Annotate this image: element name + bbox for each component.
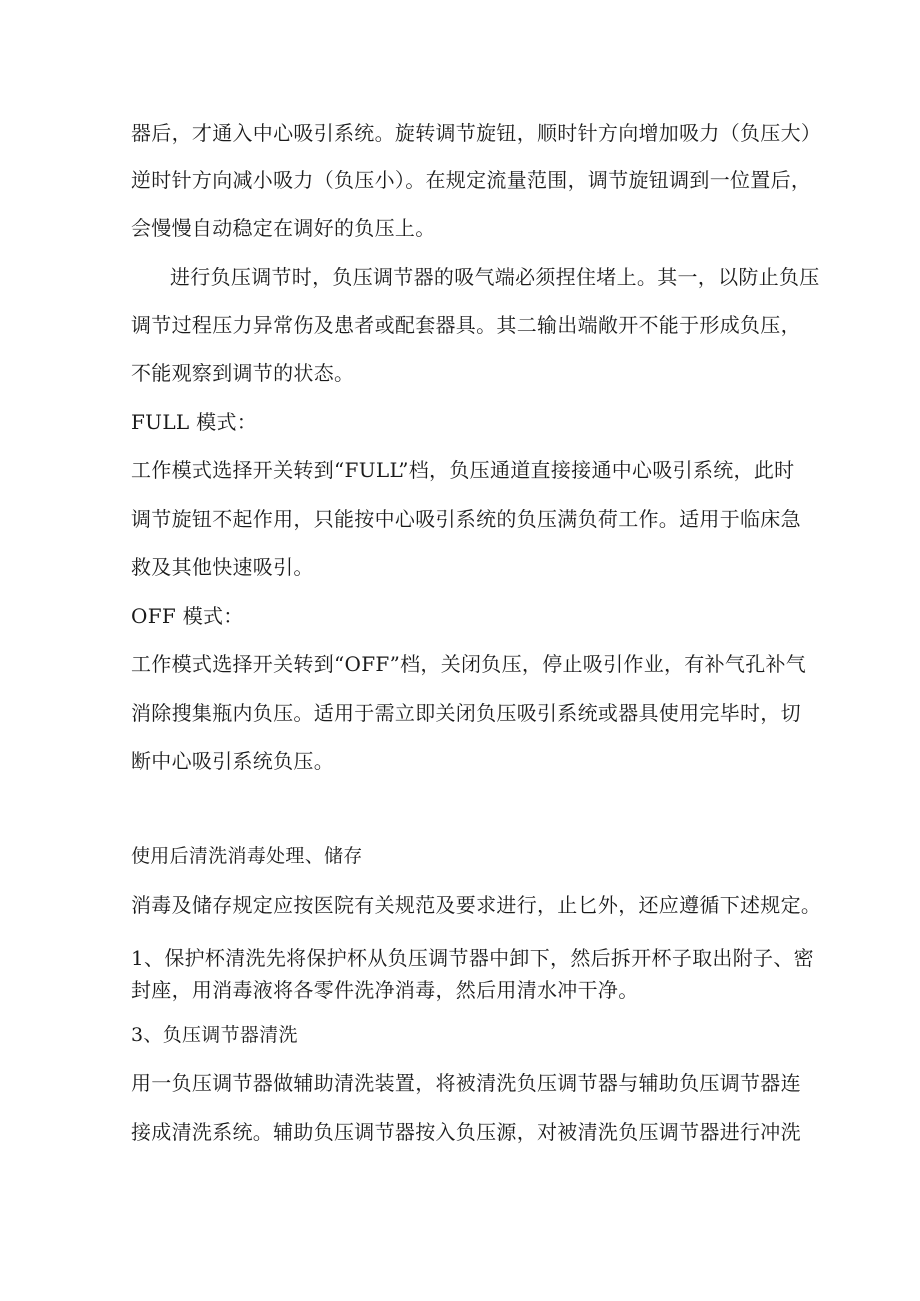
paragraph-line: 不能观察到调节的状态。 — [131, 361, 355, 385]
list-item-line: 封座，用消毒液将各零件洗净消毒，然后用清水冲干净。 — [131, 978, 639, 1002]
section-heading-cleaning: 使用后清洗消毒处理、储存 — [131, 845, 363, 867]
paragraph-line: 逆时针方向减小吸力（负压小）。在规定流量范围，调节旋钮调到一位置后， — [131, 168, 812, 192]
section-heading-full-mode: FULL 模式： — [131, 410, 258, 434]
paragraph-line: 工作模式选择开关转到“FULL”档，负压通道直接接通中心吸引系统，此时 — [131, 458, 795, 482]
paragraph-line: 消毒及储存规定应按医院有关规范及要求进行，止匕外，还应遵循下述规定。 — [131, 893, 822, 917]
paragraph-line: 进行负压调节时，负压调节器的吸气端必须捏住堵上。其一，以防止负压 — [170, 265, 820, 289]
paragraph-line: 接成清洗系统。辅助负压调节器按入负压源，对被清洗负压调节器进行冲洗 — [131, 1120, 801, 1144]
paragraph-line: 救及其他快速吸引。 — [131, 555, 314, 579]
list-item-line: 1、保护杯清洗先将保护杯从负压调节器中卸下，然后拆开杯子取出附子、密 — [131, 946, 814, 970]
paragraph-line: 调节旋钮不起作用，只能按中心吸引系统的负压满负荷工作。适用于临床急 — [131, 507, 801, 531]
paragraph-line: 用一负压调节器做辅助清洗装置，将被清洗负压调节器与辅助负压调节器连 — [131, 1071, 801, 1095]
paragraph-line: 工作模式选择开关转到“OFF”档，关闭负压，停止吸引作业，有补气孔补气 — [131, 652, 807, 676]
section-heading-off-mode: OFF 模式： — [131, 604, 244, 628]
paragraph-line: 调节过程压力异常伤及患者或配套器具。其二输出端敞开不能于形成负压， — [131, 313, 801, 337]
list-heading-regulator-cleaning: 3、负压调节器清洗 — [131, 1024, 298, 1046]
paragraph-line: 器后，才通入中心吸引系统。旋转调节旋钮，顺时针方向增加吸力（负压大） — [131, 121, 822, 145]
paragraph-line: 消除搜集瓶内负压。适用于需立即关闭负压吸引系统或器具使用完毕时，切 — [131, 701, 801, 725]
paragraph-line: 断中心吸引系统负压。 — [131, 749, 334, 773]
paragraph-line: 会慢慢自动稳定在调好的负压上。 — [131, 216, 436, 240]
